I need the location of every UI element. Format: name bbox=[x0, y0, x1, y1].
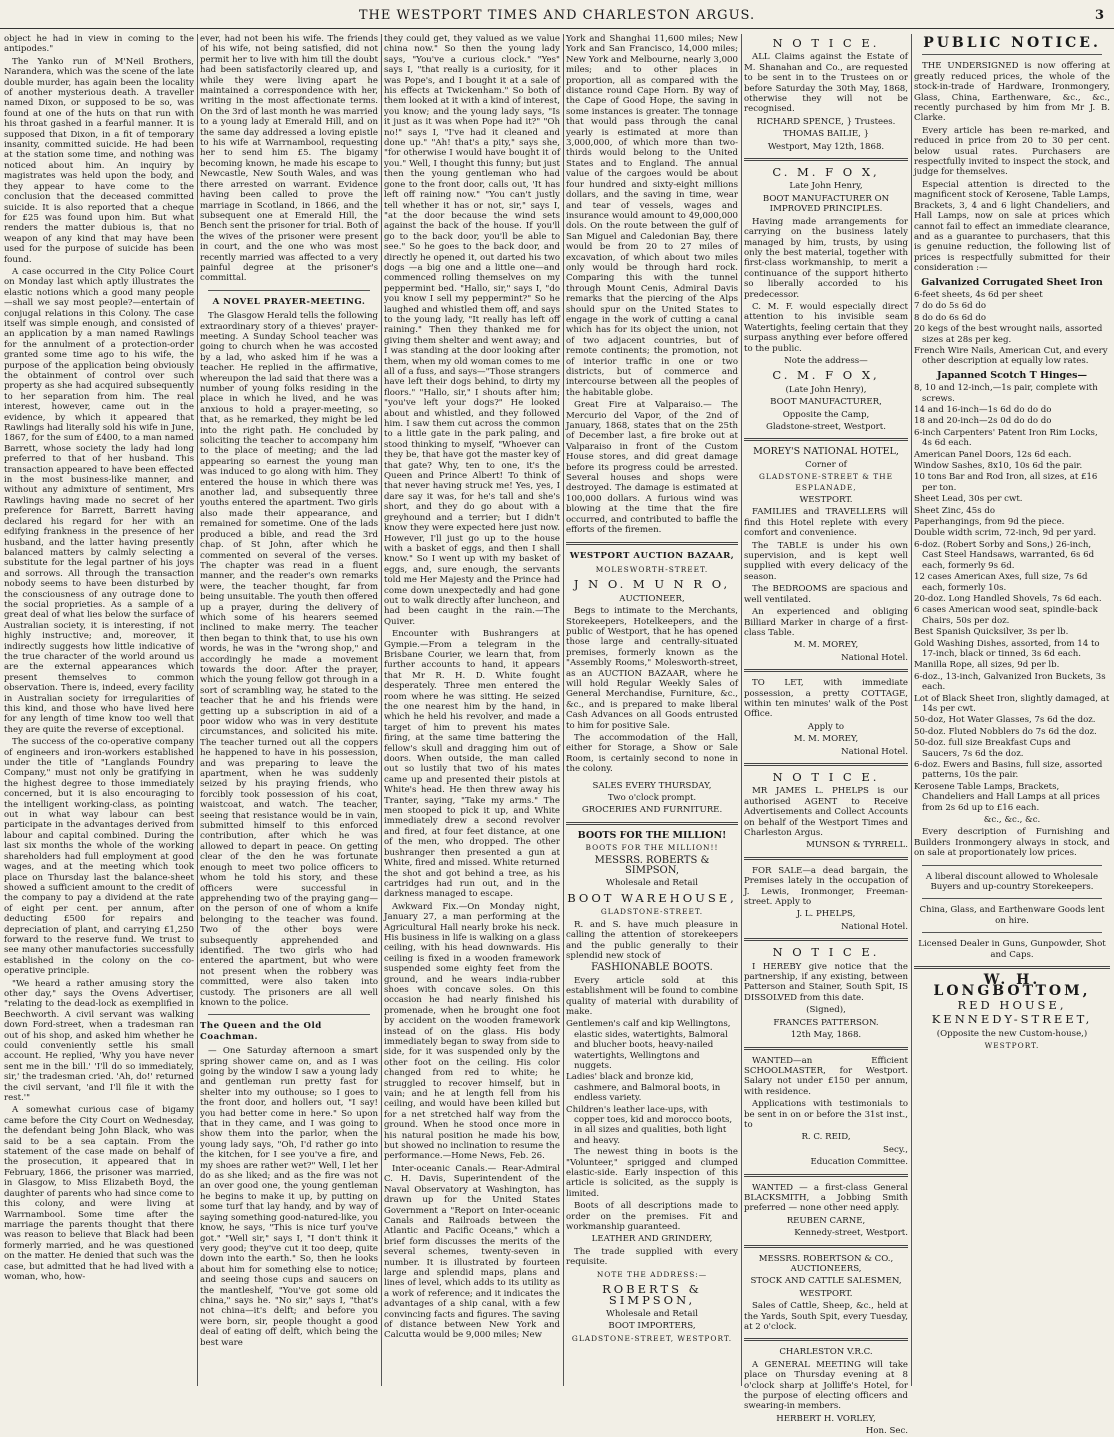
article-paragraph: A case occurred in the City Police Court on Monday last which aptly illustrates the elastic notions which a good many people—shall we say most people?—entertain of conjugal relations in this Colony. The case itself was simple enough, and consisted of an application by a man named Rawlings for the annulment of a protection-order granted some time ago to his wife, the purpose of the application being obviously the obtainment of control over such property as she had acquired subsequently to her separation from him. The real interest, however, came out in the evidence, by which it appeared that Rawlings had literally sold his wife in June, 1867, for the sum of £400, to a man named Barrett, whose society the lady had long preferred to that of her husband. This transaction appeared to have been effected in the most business-like manner, and without any admixture of sentiment, Mrs Rawlings having made no secret of her preference for Barrett, Barrett having declared his regard for her with an edifying frankness in the presence of her husband, and the latter having presently balanced matters by calmly selecting a substitute for the legal partner of his joys and sorrows. All through the transaction nobody seems to have been disturbed by the consciousness of any outrage done to the social proprieties. As a sample of a great deal of what lies below the surface of Australian society, it is interesting, if not highly instructive; and, moreover, it indirectly suggests how little indicative of the true character of the world around us are the external appearances which present themselves to common observation. There is, indeed, every facility in Australian society for irregularities of this kind, and those who have lived here for any length of time know too well that they are quite the reverse of exceptional. bbox=[4, 266, 194, 735]
ad-line: BOOT MANUFACTURER ON IMPROVED PRINCIPLES. bbox=[762, 193, 890, 215]
price-item: French Wire Nails, American Cut, and every other description at equally low rates. bbox=[914, 345, 1108, 367]
column-1 bbox=[4, 34, 194, 1386]
ad-subheading: BOOTS FOR THE MILLION!! bbox=[585, 843, 719, 853]
page-number: 3 bbox=[1094, 8, 1104, 23]
article-paragraph: Encounter with Bushrangers at Gympie.—From a telegram in the Brisbane Courier, we learn that, from further accounts to hand, it appears that Mr R. H. D. White fought desperately. Three men entered the room where he was sitting. He seized the one nearest him by the hand, in which he held his revolver, and made a target of him to prevent his mates firing, at the same time battering the fellow's skull and dragging him out of doors. When outside, the man called out so lustily that two of his mates came up and presented their pistols at White's head. He then threw away his Tranter, saying, "Take my arms." The men stooped to pick it up, and White immediately drew a second revolver and fired, at four feet distance, at one of the men, who dropped. The other bushranger then presented a gun at White, fired and missed. White returned the shot and got behind a tree, as his cartridges had run out, and in the darkness managed to escape. bbox=[384, 629, 560, 900]
divider bbox=[744, 438, 908, 441]
column-2 bbox=[200, 34, 378, 1386]
ad-paragraph: WANTED — a first-class General BLACKSMITH, a Jobbing Smith preferred — none other need apply. bbox=[744, 1182, 908, 1214]
ad-line: (Late John Henry), bbox=[785, 384, 867, 395]
ad-paragraph: A GENERAL MEETING will take place on Thursday evening at 8 o'clock sharp at Jolliffe's Hotel, for the purpose of electing officers and swearing-in members. bbox=[744, 1359, 908, 1412]
price-item: Manilla Rope, all sizes, 9d per lb. bbox=[914, 660, 1060, 671]
price-item: 18 and 20-inch—2s 0d do do do bbox=[914, 416, 1052, 427]
ad-paragraph: Every description of Furnishing and Builders Ironmongery always in stock, and on sale at proportionately low prices. bbox=[914, 827, 1110, 859]
article-paragraph: they could get, they valued as we value china now." So then the young lady says, "You've a curious clock." "Yes" says I, "that really is a curiosity, for it was Pope's, and I bought it at a sale of his effects at Twickenham." So both of them looked at it with a kind of interest, you know; and the young lady says, "Is it just as it was when Pope had it?" "Oh no!" says I, "I've had it cleaned and done up." "Ah! that's a pity," says she, "for otherwise I would have bought it of you." Well, I thought this funny; but just then the young gentleman who had gone to the front door, calls out, 'It has left off raining now." "You can't justly tell whether it has or not, sir," says I, "at the door because the wind sets against the back of the house. If you'll go to the back door, you'll be able to see." So he goes to the back door, and directly he opened it, out darted his two dogs —a big one and a little one—and commenced rolling themselves on my peppermint bed. "Hallo, sir," says I, "do you know I sell my peppermint?" So he laughed and whistled them off, and says to the young lady, "It really has left off raining." Then they thanked me for giving them shelter and went away; and I was standing at the door looking after them, when my old woman comes to me all of a fuss, and says—"Those strangers have left their dogs behind, to dirty my floors." "Hallo, sir," I shouts after him; "you've left your dogs?" He looked about and whistled, and they followed him. I saw them cut across the common to a little gate in the park paling, and stood thinking to myself, "Whoever can they be, that have got the master key of that gate? Why, ten to one, it's the Queen and Prince Albert! To think of that never having struck me! Yes, yes, I dare say it was, for he's tall and she's short, and they do go about with a greyhound and a terrier; but I didn't know they were expected here just now. However, I'll just go up to the house with a basket of eggs, and then I shall know." So I went up with my basket of eggs, and, sure enough, the servants told me Her Majesty and the Prince had come down unexpectedly and had gone out to walk directly after luncheon, and had been caught in the rain.—The Quiver. bbox=[384, 34, 560, 627]
ad-signature: FRANCES PATTERSON. bbox=[773, 1017, 879, 1028]
article-paragraph: Inter-oceanic Canals.— Rear-Admiral C. H. Davis, Superintendent of the Naval Observatory at Washington, has drawn up for the United States Government a "Report on Inter-oceanic Canals and Railroads between the Atlantic and Pacific Oceans," which a brief form discusses the merits of the several schemes, twenty-seven in number. It is illustrated by fourteen large and splendid maps, plans and lines of level, which adds to its utility as a work of reference; and it indicates the advantages of a ship canal, with a few convincing facts and figures. The saving of distance between New York and Calcutta would be 9,000 miles; New bbox=[384, 1163, 560, 1341]
ad-signature: M. M. MOREY, bbox=[793, 640, 859, 651]
ad-paragraph: FAMILIES and TRAVELLERS will find this Hotel replete with every comfort and convenience. bbox=[744, 507, 908, 539]
ad-signature: Kennedy-street, Westport. bbox=[794, 1228, 908, 1239]
article-paragraph: The Glasgow Herald tells the following extraordinary story of a thieves' prayer-meeting. A Sunday School teacher was going to church when he was accosted by a lad, who asked him if he was a teacher. He replied in the affirmative, whereupon the lad said that there was a number of young folks residing in the place in which he lived, and he was anxious to hold a prayer-meeting, so that, as he remarked, they might be led into the right path. He concluded by soliciting the teacher to accompany him to the place of meeting; and the lad appearing so earnest the young man was induced to go along with him. They entered the house in which there was another lad, and subsequently three youths entered the apartment. Two girls also made their appearance, and remained for sometime. One of the lads produced a bible, and read the 3rd chap. of St John, after which he commented on several of the verses. The chapter was read in a fluent manner, and the reader's own remarks were, the teacher thought, far from being unsuitable. The youth then offered up a prayer, during the delivery of which some of his hearers seemed inclined to make merry. The teacher then began to think that, to use his own words, he was in the "wrong shop," and accordingly he made a movement towards the door. After the prayer, which the young fellow got through in a sort of scrambling way, he stated to the teacher that he and his friends were getting up a subscription in aid of a poor widow who was in very destitute circumstances, and solicited his mite. The teacher turned out all the coppers he happened to have in his possession, and was preparing to leave the apartment, when he was suddenly seized by his praying friends, who forcibly took possession of his coat, waistcoat, and watch. The teacher, seeing that resistance would be in vain, submitted himself to this enforced contribution, after which he was allowed to depart in peace. On getting clear of the den he was fortunate enough to meet two police officers to whom he told his story, and these officers were successful in apprehending two of the praying gang—on the person of one of whom a knife belonging to the teacher was found. Two of the other boys were subsequently apprehended and identified. The two girls who had entered the apartment, but who were not present when the robbery was committed, were also taken into custody. The prisoners are all well known to the police. bbox=[200, 311, 379, 1008]
price-item: 20 kegs of the best wrought nails, assorted sizes at 28s per keg. bbox=[914, 324, 1103, 345]
column-6 bbox=[914, 34, 1110, 1386]
ad-name: J N O. M U N R O, bbox=[573, 577, 731, 592]
ad-line: WESTPORT. bbox=[984, 1041, 1040, 1051]
price-item: 10 tons Bar and Rod Iron, all sizes, at £16 per ton. bbox=[914, 472, 1098, 493]
ad-line: Wholesale and Retail bbox=[606, 878, 698, 889]
notice-heading: PUBLIC NOTICE. bbox=[923, 35, 1101, 51]
divider bbox=[208, 290, 370, 291]
ad-paragraph: Every article has been re-marked, and reduced in price from 20 to 30 per cent. below usual rates. Purchasers are respectfully invited to inspect the stock, and judge for themselves. bbox=[914, 125, 1110, 178]
ad-line: SALES EVERY THURSDAY, bbox=[592, 780, 712, 791]
ad-line: STOCK AND CATTLE SALESMEN, bbox=[750, 1276, 902, 1287]
divider bbox=[208, 1014, 370, 1015]
price-item: American Panel Doors, 12s 6d each. bbox=[914, 449, 1072, 460]
divider bbox=[922, 898, 1102, 899]
ad-paragraph: R. and S. have much pleasure in calling the attention of storekeepers and the public generally to their splendid new stock of bbox=[566, 919, 738, 961]
ad-name: MESSRS. ROBERTS & SIMPSON, bbox=[594, 854, 710, 877]
ad-line: WESTPORT. bbox=[799, 1288, 853, 1299]
ad-signature: MUNSON & TYRRELL. bbox=[806, 840, 908, 851]
ad-role: AUCTIONEER, bbox=[619, 593, 685, 604]
ad-subheading: MOLESWORTH-STREET. bbox=[595, 564, 709, 574]
ad-paragraph: TO LET, with immediate possession, a pretty COTTAGE, within ten minutes' walk of the Post Office. bbox=[744, 678, 908, 720]
ad-line: China, Glass, and Earthenware Goods lent on hire. bbox=[919, 905, 1105, 926]
ad-paragraph: Applications with testimonials to be sent in on or before the 31st inst., to bbox=[744, 1099, 908, 1130]
ad-line: (Opposite the new Custom-house,) bbox=[936, 1028, 1088, 1039]
ad-heading: CHARLESTON V.R.C. bbox=[779, 1347, 873, 1358]
ad-date: Westport, May 12th, 1868. bbox=[767, 141, 885, 152]
price-item: Gold Washing Dishes, assorted, from 14 to 17-inch, black or tinned, 3s 6d each. bbox=[914, 638, 1100, 659]
ad-signature: National Hotel. bbox=[841, 652, 908, 663]
ad-signature: R. C. REID, bbox=[801, 1132, 851, 1143]
ad-line: BOOT MANUFACTURER, bbox=[770, 397, 882, 408]
ad-line: KENNEDY-STREET, bbox=[931, 1012, 1093, 1027]
ad-paragraph: An experienced and obliging Billiard Marker in charge of a first-class Table. bbox=[744, 607, 908, 638]
price-item: 14 and 16-inch—1s 6d do do do bbox=[914, 405, 1052, 415]
divider bbox=[922, 932, 1102, 933]
price-item: Double width scrim, 72-inch, 9d per yard. bbox=[914, 528, 1097, 539]
price-item: 12 cases American Axes, full size, 7s 6d each, formerly 10s. bbox=[914, 572, 1088, 593]
price-item: Sheet Zinc, 45s do bbox=[914, 505, 996, 516]
ad-line: Licensed Dealer in Guns, Gunpowder, Shot and Caps. bbox=[918, 939, 1106, 960]
column-rule bbox=[381, 34, 382, 1386]
price-item: 6-doz., 13-inch, Galvanized Iron Buckets, 3s each. bbox=[914, 671, 1106, 693]
ad-paragraph: The newest thing in boots is the "Volunteer," sprigged and clumped elastic-side. Early inspection of this article is solicited, as the supply is limited. bbox=[566, 1147, 738, 1199]
divider bbox=[744, 158, 908, 161]
column-3 bbox=[384, 34, 560, 1386]
ad-line: RED HOUSE, bbox=[957, 997, 1067, 1012]
price-item: 6-feet sheets, 4s 6d per sheet bbox=[914, 289, 1043, 300]
masthead-title: THE WESTPORT TIMES AND CHARLESTON ARGUS. bbox=[358, 8, 756, 23]
ad-line: Late John Henry, bbox=[789, 181, 863, 192]
ad-paragraph: WANTED—an Efficient SCHOOLMASTER, for Westport. Salary not under £150 per annum, with residence. bbox=[744, 1055, 908, 1097]
ad-signature: J. L. PHELPS, bbox=[796, 909, 856, 920]
divider bbox=[744, 1245, 908, 1248]
divider bbox=[566, 542, 738, 545]
ad-paragraph: The TABLE is under his own supervision, and is kept well supplied with every delicacy of the season. bbox=[744, 540, 908, 582]
price-item: 6 cases American wood seat, spindle-back Chairs, 50s per doz. bbox=[914, 605, 1098, 626]
column-rule bbox=[563, 34, 564, 1386]
ad-line: Corner of bbox=[805, 459, 847, 470]
article-paragraph: object he had in view in coming to the antipodes." bbox=[4, 34, 194, 55]
article-paragraph: ever, had not been his wife. The friends of his wife, not being satisfied, did not permit her to live with him till the doubt had been satisfactorily cleared up, and while they were living apart he maintained a correspondence with her, writing in the most affectionate terms. On the 3rd of last month he was married to a young lady at Emerald Hill, and on the same day addressed a loving epistle to his wife at Warrnambool, requesting her to send him £5. The bigamy becoming known, he made his escape to Newcastle, New South Wales, and was there arrested on warrant. Evidence having been called to prove the marriage in Scotland, in 1866, and the subsequent one at Emerald Hill, the Bench sent the prisoner for trial. Both of the wives of the prisoner were present in court, and the one who was most recently married was affected to a very painful degree at the prisoner's committal. bbox=[200, 34, 378, 284]
price-item: 50-doz. Fluted Nobblers do 7s 6d the doz. bbox=[914, 726, 1097, 737]
ad-line: BOOT IMPORTERS, bbox=[608, 1321, 696, 1332]
price-item: 6-inch Carpenters' Patent Iron Rim Locks, 4s 6d each. bbox=[914, 427, 1098, 449]
price-item: Paperhangings, from 9d the piece. bbox=[914, 517, 1065, 528]
ad-paragraph: THE UNDERSIGNED is now offering at greatly reduced prices, the whole of the stock-in-trade of Hardware, Ironmongery, Glass, China, Earthenware, &c., &c., recently purchased by him from Mr J. B. Clarke. bbox=[914, 61, 1110, 124]
ad-signature: THOMAS BAILIE, } bbox=[782, 129, 870, 140]
price-item: 50-doz. full size Breakfast Cups and Saucers, 7s 6d the doz. bbox=[914, 738, 1071, 759]
column-4 bbox=[566, 34, 738, 1386]
ad-line: (Signed), bbox=[806, 1005, 846, 1016]
ad-line: FASHIONABLE BOOTS. bbox=[591, 962, 713, 974]
ad-paragraph: The trade supplied with every requisite. bbox=[566, 1246, 738, 1268]
price-item: 20-doz. Long Handled Shovels, 7s 6d each. bbox=[914, 593, 1102, 604]
price-list-heading: Japanned Scotch T Hinges— bbox=[936, 369, 1088, 381]
masthead bbox=[0, 6, 1114, 29]
ad-heading: MOREY'S NATIONAL HOTEL, bbox=[753, 446, 899, 458]
divider bbox=[744, 938, 908, 941]
price-item: 7 do do 5s 6d do bbox=[914, 301, 986, 312]
article-paragraph: Awkward Fix.—On Monday night, January 27, a man performing at the Agricultural Hall nearly broke his neck. His business in life is walking on a glass ceiling, with his head downwards. His ceiling is fixed in a wooden framework suspended some eighty feet from the ground, and he wears india-rubber shoes with concave soles. On this occasion he had nearly finished his promenade, when he brought one foot by accident on the wooden framework instead of on the glass. His body immediately began to sway from side to side, for it was suspended only by the other foot on the ceiling. His color changed from red to white; he struggled to recover himself, but in vain; and he at length fell from his ceiling, and would have been killed but for a net stretched half way from the ground. When he stood once more in his natural position he made his bow, but showed no inclination to resume the performance.—Home News, Feb. 26. bbox=[384, 901, 560, 1162]
article-paragraph: The Yanko run of M'Neil Brothers, Narandera, which was the scene of the late double murder, has again been the locality of another mysterious death. A traveller named Dixon, or supposed to be so, was found at one of the huts on that run with his throat gashed in a fearful manner. It is supposed that Dixon, in a fit of temporary insanity, committed suicide. He had been at the station some time, and nothing was noticed about him. An inquiry by magistrates was held upon the body, and they appear to have come to the conclusion that the deceased committed suicide. It is also reported that a cheque for £25 was found upon him. But what renders the matter dubious is, that no weapon of any kind that may have been used for the purpose of suicide has been found. bbox=[4, 56, 194, 265]
notice-heading: N O T I C E. bbox=[772, 36, 880, 50]
price-item: 6-doz. (Robert Sorby and Sons,) 26-inch, Cast Steel Handsaws, warranted, 6s 6d each, formerly 9s 6d. bbox=[914, 539, 1095, 571]
price-item: 50-doz, Hot Water Glasses, 7s 6d the doz. bbox=[914, 715, 1096, 726]
price-item: Best Spanish Quicksilver, 3s per lb. bbox=[914, 627, 1069, 638]
price-item: 8 do do 6s 6d do bbox=[914, 312, 986, 323]
ad-signature: HERBERT H. VORLEY, bbox=[776, 1413, 876, 1424]
ad-paragraph: FOR SALE—a dead bargain, the Premises lately in the occupation of J. Lewis, Ironmonger, Freeman-street. Apply to bbox=[744, 865, 908, 908]
divider bbox=[914, 966, 1110, 969]
notice-heading: N O T I C E. bbox=[772, 769, 880, 784]
ad-line: A liberal discount allowed to Wholesale Buyers and up-country Storekeepers. bbox=[925, 871, 1099, 893]
ad-line: Apply to bbox=[807, 721, 845, 732]
ad-line: GLADSTONE-STREET & THE ESPLANADE, bbox=[759, 472, 893, 492]
column-rule bbox=[741, 34, 742, 1386]
article-paragraph: A somewhat curious case of bigamy came before the City Court on Wednesday, the defendant being John Black, who was said to be a sea captain. From the statement of the case made on behalf of the prosecution, it appeared that in February, 1866, the prisoner was married, in Glasgow, to Miss Elizabeth Boyd, the daughter of parents who had since come to this colony, and were living at Warrnambool. Some time after the marriage the parents thought that there was reason to believe that Black had been formerly married, and he was questioned on the matter. He denied that such was the case, but admitted that he had lived with a woman, who, how- bbox=[4, 1105, 194, 1282]
column-rule bbox=[911, 34, 912, 1386]
ad-paragraph: Especial attention is directed to the magnificent stock of Kerosene, Table Lamps, Brackets, 3, 4 and 6 light Chandeliers, and Hall Lamps, now on sale at prices which cannot fail to effect an immediate clearance, and as a guarantee to purchasers, that this is genuine reduction, the following list of prices is respectfully submitted for their consideration :— bbox=[914, 179, 1110, 274]
article-paragraph: York and Shanghai 11,600 miles; New York and San Francisco, 14,000 miles; New York and Melbourne, nearly 3,000 miles; and to other places in proportion, all as compared with the distance round Cape Horn. By way of the Cape of Good Hope, the saving in some instances is greater. The tonnage that would pass through the canal yearly is estimated at more than 3,000,000, of which more than two-thirds would belong to the United States and to England. The annual value of the cargoes would be about four hundred and sixty-eight millions dollars, and the saving in time, wear and tear of vessels, wages and insurance would amount to 49,000,000 dols. On the route between the gulf of San Miguel and Caledonian Bay, there would be from 20 to 27 miles of excavation, of which about two miles only would be through hard rock. Comparing this with the tunnel through Mount Cenis, Admiral Davis remarks that the piercing of the Alps should spur on the United States to engage in the work of cutting a canal which has for its object the union, not of two adjacent countries, but of remote continents; the promotion, not of interior traffic in one or two districts, but of commerce and intercourse between all the peoples of the habitable globe. bbox=[566, 34, 738, 398]
ad-date: 12th May, 1868. bbox=[790, 1030, 862, 1041]
divider bbox=[922, 54, 1102, 55]
ad-signature: Education Committee. bbox=[810, 1157, 908, 1168]
article-heading: A NOVEL PRAYER-MEETING. bbox=[212, 296, 366, 307]
ad-line: GROCERIES AND FURNITURE. bbox=[581, 805, 723, 816]
ad-line: LEATHER AND GRINDERY, bbox=[591, 1234, 713, 1245]
ad-heading: BOOTS FOR THE MILLION! bbox=[577, 829, 727, 841]
ad-line: GLADSTONE-STREET, WESTPORT. bbox=[571, 1333, 733, 1343]
price-item: 8, 10 and 12-inch,—1s pair, complete with screws. bbox=[914, 383, 1098, 404]
ad-heading: WESTPORT AUCTION BAZAAR, bbox=[569, 550, 735, 561]
ad-paragraph: Having made arrangements for carrying on the business lately managed by him, trusts, by using only the best material, together with first-class workmanship, to merit a continuance of the support hitherto so liberally accorded to his predecessor. bbox=[744, 216, 908, 300]
divider bbox=[744, 857, 908, 860]
ad-paragraph: The BEDROOMS are spacious and well ventilated. bbox=[744, 584, 908, 605]
ad-name: C. M. F O X, bbox=[772, 368, 880, 383]
ad-line: Gladstone-street, Westport. bbox=[766, 422, 886, 432]
divider bbox=[744, 1047, 908, 1050]
price-item: 6-doz. Ewers and Basins, full size, assorted patterns, 10s the pair. bbox=[914, 760, 1103, 781]
ad-heading: MESSRS. ROBERTSON & CO., AUCTIONEERS, bbox=[758, 1253, 894, 1274]
ad-name: ROBERTS & SIMPSON, bbox=[602, 1282, 702, 1307]
ad-line: Opposite the Camp, bbox=[782, 409, 870, 420]
ad-line: Note the address— bbox=[784, 355, 868, 366]
divider bbox=[744, 1174, 908, 1177]
price-item: Lot of Black Sheet Iron, slightly damaged, at 14s per cwt. bbox=[914, 693, 1110, 714]
price-item: Window Sashes, 8x10, 10s 6d the pair. bbox=[914, 461, 1083, 472]
article-paragraph: The success of the co-operative company of engineers and iron-workers established under the title of "Langlands Foundry Company," must not only be gratifying in the highest degree to those immediately concerned, but it is also encouraging to the intelligent working-class, as pointing out in what way labour can best participate in the advantages derived from labour and capital combined. During the last six months the whole of the working shareholders had full employment at good wages, and at the meeting which took place on Thursday last the balance-sheet showed a sufficient amount to the credit of the company to pay a dividend at the rate of eight per cent. per annum, after deducting £500 for repairs and depreciation of plant, and carrying £1,250 forward to the reserve fund. We trust to see many other manufactories successfully established in the colony on the co-operative principle. bbox=[4, 737, 194, 977]
ad-signature: M. M. MOREY, bbox=[793, 734, 859, 745]
ad-paragraph: Every article sold at this establishment will be found to combine quality of material with durability of make. bbox=[566, 975, 738, 1017]
divider bbox=[744, 669, 908, 672]
ad-paragraph: C. M. F. would especially direct attention to his invisible seam Watertights, feeling certain that they surpass anything ever before offered to the public. bbox=[744, 301, 908, 354]
ad-paragraph: Sales of Cattle, Sheep, &c., held at the Yards, South Spit, every Tuesday, at 2 o'clock. bbox=[744, 1301, 908, 1333]
price-item: Kerosene Table Lamps, Brackets, Chandeliers and Hall Lamps at all prices from 2s 6d up to £16 each. bbox=[914, 781, 1100, 813]
ad-paragraph: MR JAMES L. PHELPS is our authorised AGENT to Receive Advertisements and Collect Accounts on behalf of the Westport Times and Charleston Argus. bbox=[744, 786, 908, 838]
ad-paragraph: The accommodation of the Hall, either for Storage, a Show or Sale Room, is certainly second to none in the colony. bbox=[566, 733, 738, 775]
ad-signature: REUBEN CARNE, bbox=[786, 1215, 866, 1226]
ad-item: Children's leather lace-ups, with copper toes, kid and morocco boots, in all sizes and qualities, both light and heavy. bbox=[566, 1104, 733, 1146]
ad-line: Wholesale and Retail bbox=[606, 1308, 698, 1319]
ad-signature: National Hotel. bbox=[841, 746, 908, 757]
ad-paragraph: Begs to intimate to the Merchants, Storekeepers, Hotelkeepers, and the public of Westport, that he has opened those large and centrally-situated premises, formerly known as the "Assembly Rooms," Molesworth-street, as an AUCTION BAZAAR, where he will hold Regular Weekly Sales of General Merchandise, Furniture, &c., &c., and is prepared to make liberal Cash Advances on all Goods entrusted to him for positive Sale. bbox=[566, 606, 738, 731]
column-5 bbox=[744, 34, 908, 1437]
ad-signature: Hon. Sec. bbox=[865, 1426, 908, 1437]
ad-subheading: GLADSTONE-STREET. bbox=[600, 907, 704, 917]
price-list-heading: Galvanized Corrugated Sheet Iron bbox=[921, 276, 1103, 288]
divider bbox=[566, 822, 738, 825]
ad-name: W. H. LONGBOTTOM, bbox=[933, 972, 1091, 999]
divider bbox=[744, 1338, 908, 1341]
ad-name: C. M. F O X, bbox=[772, 165, 880, 180]
divider bbox=[922, 865, 1102, 866]
ad-line: NOTE THE ADDRESS:— bbox=[596, 1269, 708, 1279]
ad-paragraph: I HEREBY give notice that the partnership, if any existing, between Patterson and Stainer, South Spit, IS DISSOLVED from this date. bbox=[744, 961, 908, 1003]
notice-heading: N O T I C E. bbox=[772, 945, 880, 960]
ad-item: Ladies' black and bronze kid, cashmere, and Balmoral boots, in endless variety. bbox=[566, 1072, 721, 1104]
ad-paragraph: ALL Claims against the Estate of M. Shanahan and Co., are requested to be sent in to the Trustees on or before Saturday the 30th May, 1868, otherwise they will not be recognised. bbox=[744, 52, 908, 115]
divider bbox=[744, 763, 908, 766]
article-paragraph: — One Saturday afternoon a smart spring shower came on, and as I was going by the window I saw a young lady and gentleman run pretty fast for shelter into my outhouse; so I goes to the front door, and hollers out, "I say! you had better come in here." So upon that in they came, and I was going to show them into the parlor, when the young lady says, "Oh, I'd rather go into the kitchen, for I see you've a fire, and my shoes are rather wet?" Well, I let her do as she liked; and as the fire was not an over good one, the young gentleman he begins to make it up, by putting on some turf that lay handy, and by way of saying something good-natured-like, you know, he says, "This is nice turf you've got." "Well sir," says I, "I don't think it very good; they've cut it too deep, quite down into the earth." So, then he looks about him for something else to notice; and seeing those cups and saucers on the mantleshelf, "You've got some old china," says he. "No sir," says I, "that's not china—it's delft; and before you were born, sir, people thought a good deal of eating off delft, which being the best ware bbox=[200, 1046, 378, 1348]
column-rule bbox=[197, 34, 198, 1386]
ad-line: WESTPORT. bbox=[799, 495, 853, 506]
ad-item: Gentlemen's calf and kip Wellingtons, elastic sides, watertights, Balmoral and blucher boots, heavy-nailed watertights, Wellingtons and nuggets. bbox=[566, 1019, 731, 1071]
price-item: Sheet Lead, 30s per cwt. bbox=[914, 494, 1023, 505]
ad-line: &c., &c., &c. bbox=[983, 815, 1041, 826]
article-paragraph: Great Fire at Valparaiso.— The Mercurio del Vapor, of the 2nd of January, 1868, states that on the 25th of December last, a fire broke out at Valparaiso in front of the Custom House stores, and did great damage before its progress could be arrested. Several houses and shops were destroyed. The damage is estimated at 100,000 dollars. A furious wind was blowing at the time that the fire occurred, and contributed to baffle the efforts of the firemen. bbox=[566, 400, 738, 536]
ad-signature: RICHARD SPENCE, } Trustees. bbox=[756, 116, 896, 127]
ad-paragraph: Boots of all descriptions made to order on the premises. Fit and workmanship guaranteed. bbox=[566, 1201, 738, 1233]
ad-line: Two o'clock prompt. bbox=[607, 793, 697, 804]
ad-name: BOOT WAREHOUSE, bbox=[567, 890, 737, 905]
article-paragraph: "We heard a rather amusing story the other day," says the Ovens Advertiser, "relating to the dead-lock as exemplified in Beechworth. A civil servant was walking down Ford-street, when a tradesman ran out of his shop, and asked him whether he could conveniently settle his small account. He replied, 'Why you have never sent me in the bill.' 'I'll do so immediately, sir,' the tradesman cried. 'Ah, do!' returned the civil servant, 'and I'll file it with the rest.'" bbox=[4, 978, 194, 1104]
ad-signature: Secy., bbox=[883, 1144, 908, 1155]
article-heading: The Queen and the Old Coachman. bbox=[200, 1021, 322, 1042]
ad-signature: National Hotel. bbox=[841, 921, 908, 932]
